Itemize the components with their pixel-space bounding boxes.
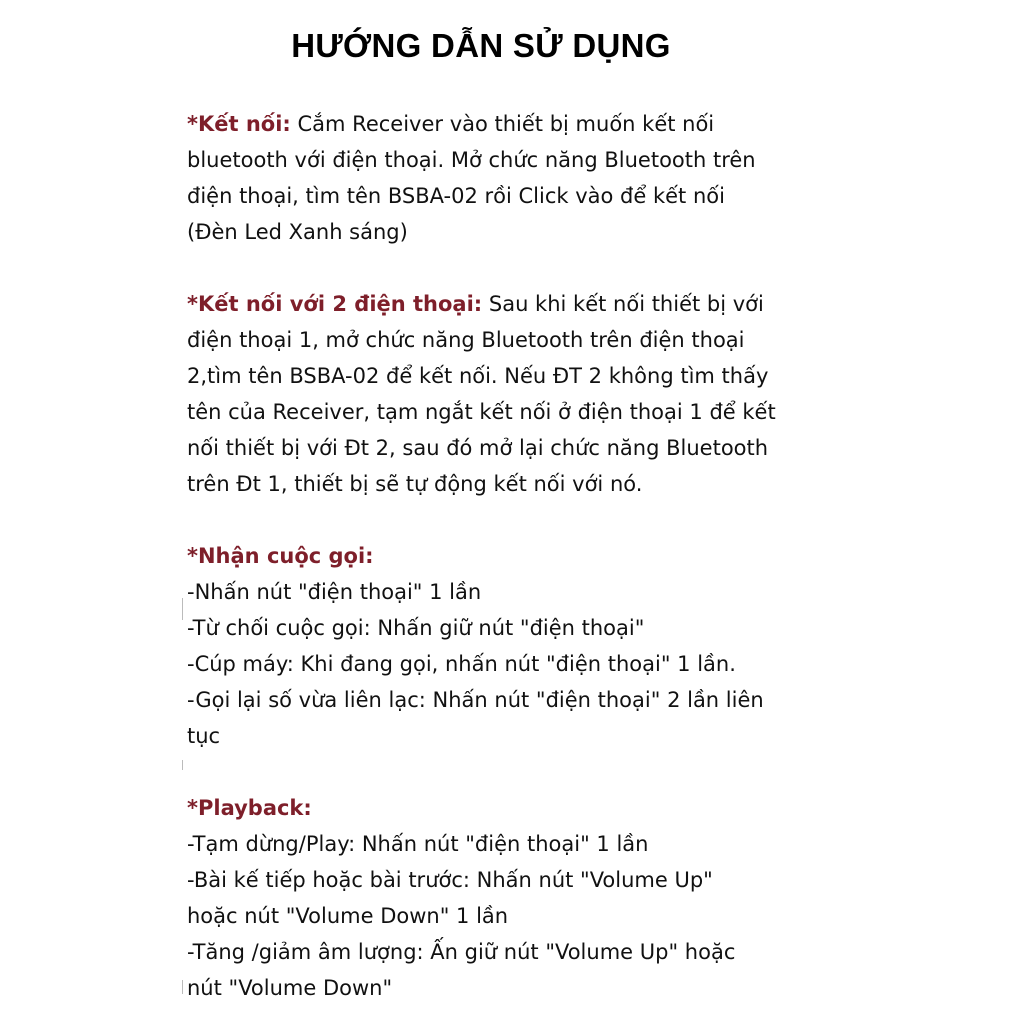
section-playback-line: nút "Volume Down" bbox=[187, 976, 393, 1000]
section-connect-two-line: tên của Receiver, tạm ngắt kết nối ở điện thoại 1 để kết bbox=[187, 400, 776, 424]
section-connect-two-line: điện thoại 1, mở chức năng Bluetooth trên điện thoại bbox=[187, 328, 745, 352]
section-calls-line: -Cúp máy: Khi đang gọi, nhấn nút "điện thoại" 1 lần. bbox=[187, 652, 736, 676]
section-connect-two bbox=[187, 286, 1007, 502]
margin-tick-mark bbox=[182, 760, 183, 770]
page-title: HƯỚNG DẪN SỬ DỤNG bbox=[291, 27, 671, 64]
margin-tick-mark bbox=[182, 598, 183, 620]
section-connect bbox=[187, 106, 1007, 250]
section-connect-text: Cắm Receiver vào thiết bị muốn kết nối bbox=[290, 112, 715, 136]
margin-tick-mark bbox=[182, 980, 183, 994]
section-playback-line: -Tạm dừng/Play: Nhấn nút "điện thoại" 1 lần bbox=[187, 832, 649, 856]
section-playback bbox=[187, 790, 1007, 1006]
section-playback-heading: *Playback: bbox=[187, 796, 312, 820]
section-calls-line: -Nhấn nút "điện thoại" 1 lần bbox=[187, 580, 482, 604]
section-connect-two-line: trên Đt 1, thiết bị sẽ tự động kết nối với nó. bbox=[187, 472, 643, 496]
section-connect-first-line bbox=[187, 106, 1007, 142]
section-playback-line: -Tăng /giảm âm lượng: Ấn giữ nút "Volume Up" hoặc bbox=[187, 940, 736, 964]
section-playback-line: -Bài kế tiếp hoặc bài trước: Nhấn nút "Volume Up" bbox=[187, 868, 713, 892]
section-playback-line: hoặc nút "Volume Down" 1 lần bbox=[187, 904, 509, 928]
section-connect-line: bluetooth với điện thoại. Mở chức năng Bluetooth trên bbox=[187, 148, 756, 172]
instructions-body bbox=[187, 106, 1007, 1006]
section-connect-line: (Đèn Led Xanh sáng) bbox=[187, 220, 408, 244]
section-connect-line: điện thoại, tìm tên BSBA-02 rồi Click vào để kết nối bbox=[187, 184, 725, 208]
section-calls-line: -Từ chối cuộc gọi: Nhấn giữ nút "điện thoại" bbox=[187, 616, 645, 640]
section-calls bbox=[187, 538, 1007, 754]
section-calls-line: -Gọi lại số vừa liên lạc: Nhấn nút "điện thoại" 2 lần liên bbox=[187, 688, 764, 712]
section-calls-line: tục bbox=[187, 724, 221, 748]
section-connect-two-line: 2,tìm tên BSBA-02 để kết nối. Nếu ĐT 2 không tìm thấy bbox=[187, 364, 769, 388]
section-connect-two-heading: *Kết nối với 2 điện thoại: bbox=[187, 292, 483, 316]
section-connect-two-text: Sau khi kết nối thiết bị với bbox=[482, 292, 764, 316]
section-connect-heading: *Kết nối: bbox=[187, 112, 291, 136]
section-connect-two-first-line bbox=[187, 286, 1007, 322]
section-connect-two-line: nối thiết bị với Đt 2, sau đó mở lại chức năng Bluetooth bbox=[187, 436, 769, 460]
section-calls-heading: *Nhận cuộc gọi: bbox=[187, 544, 374, 568]
